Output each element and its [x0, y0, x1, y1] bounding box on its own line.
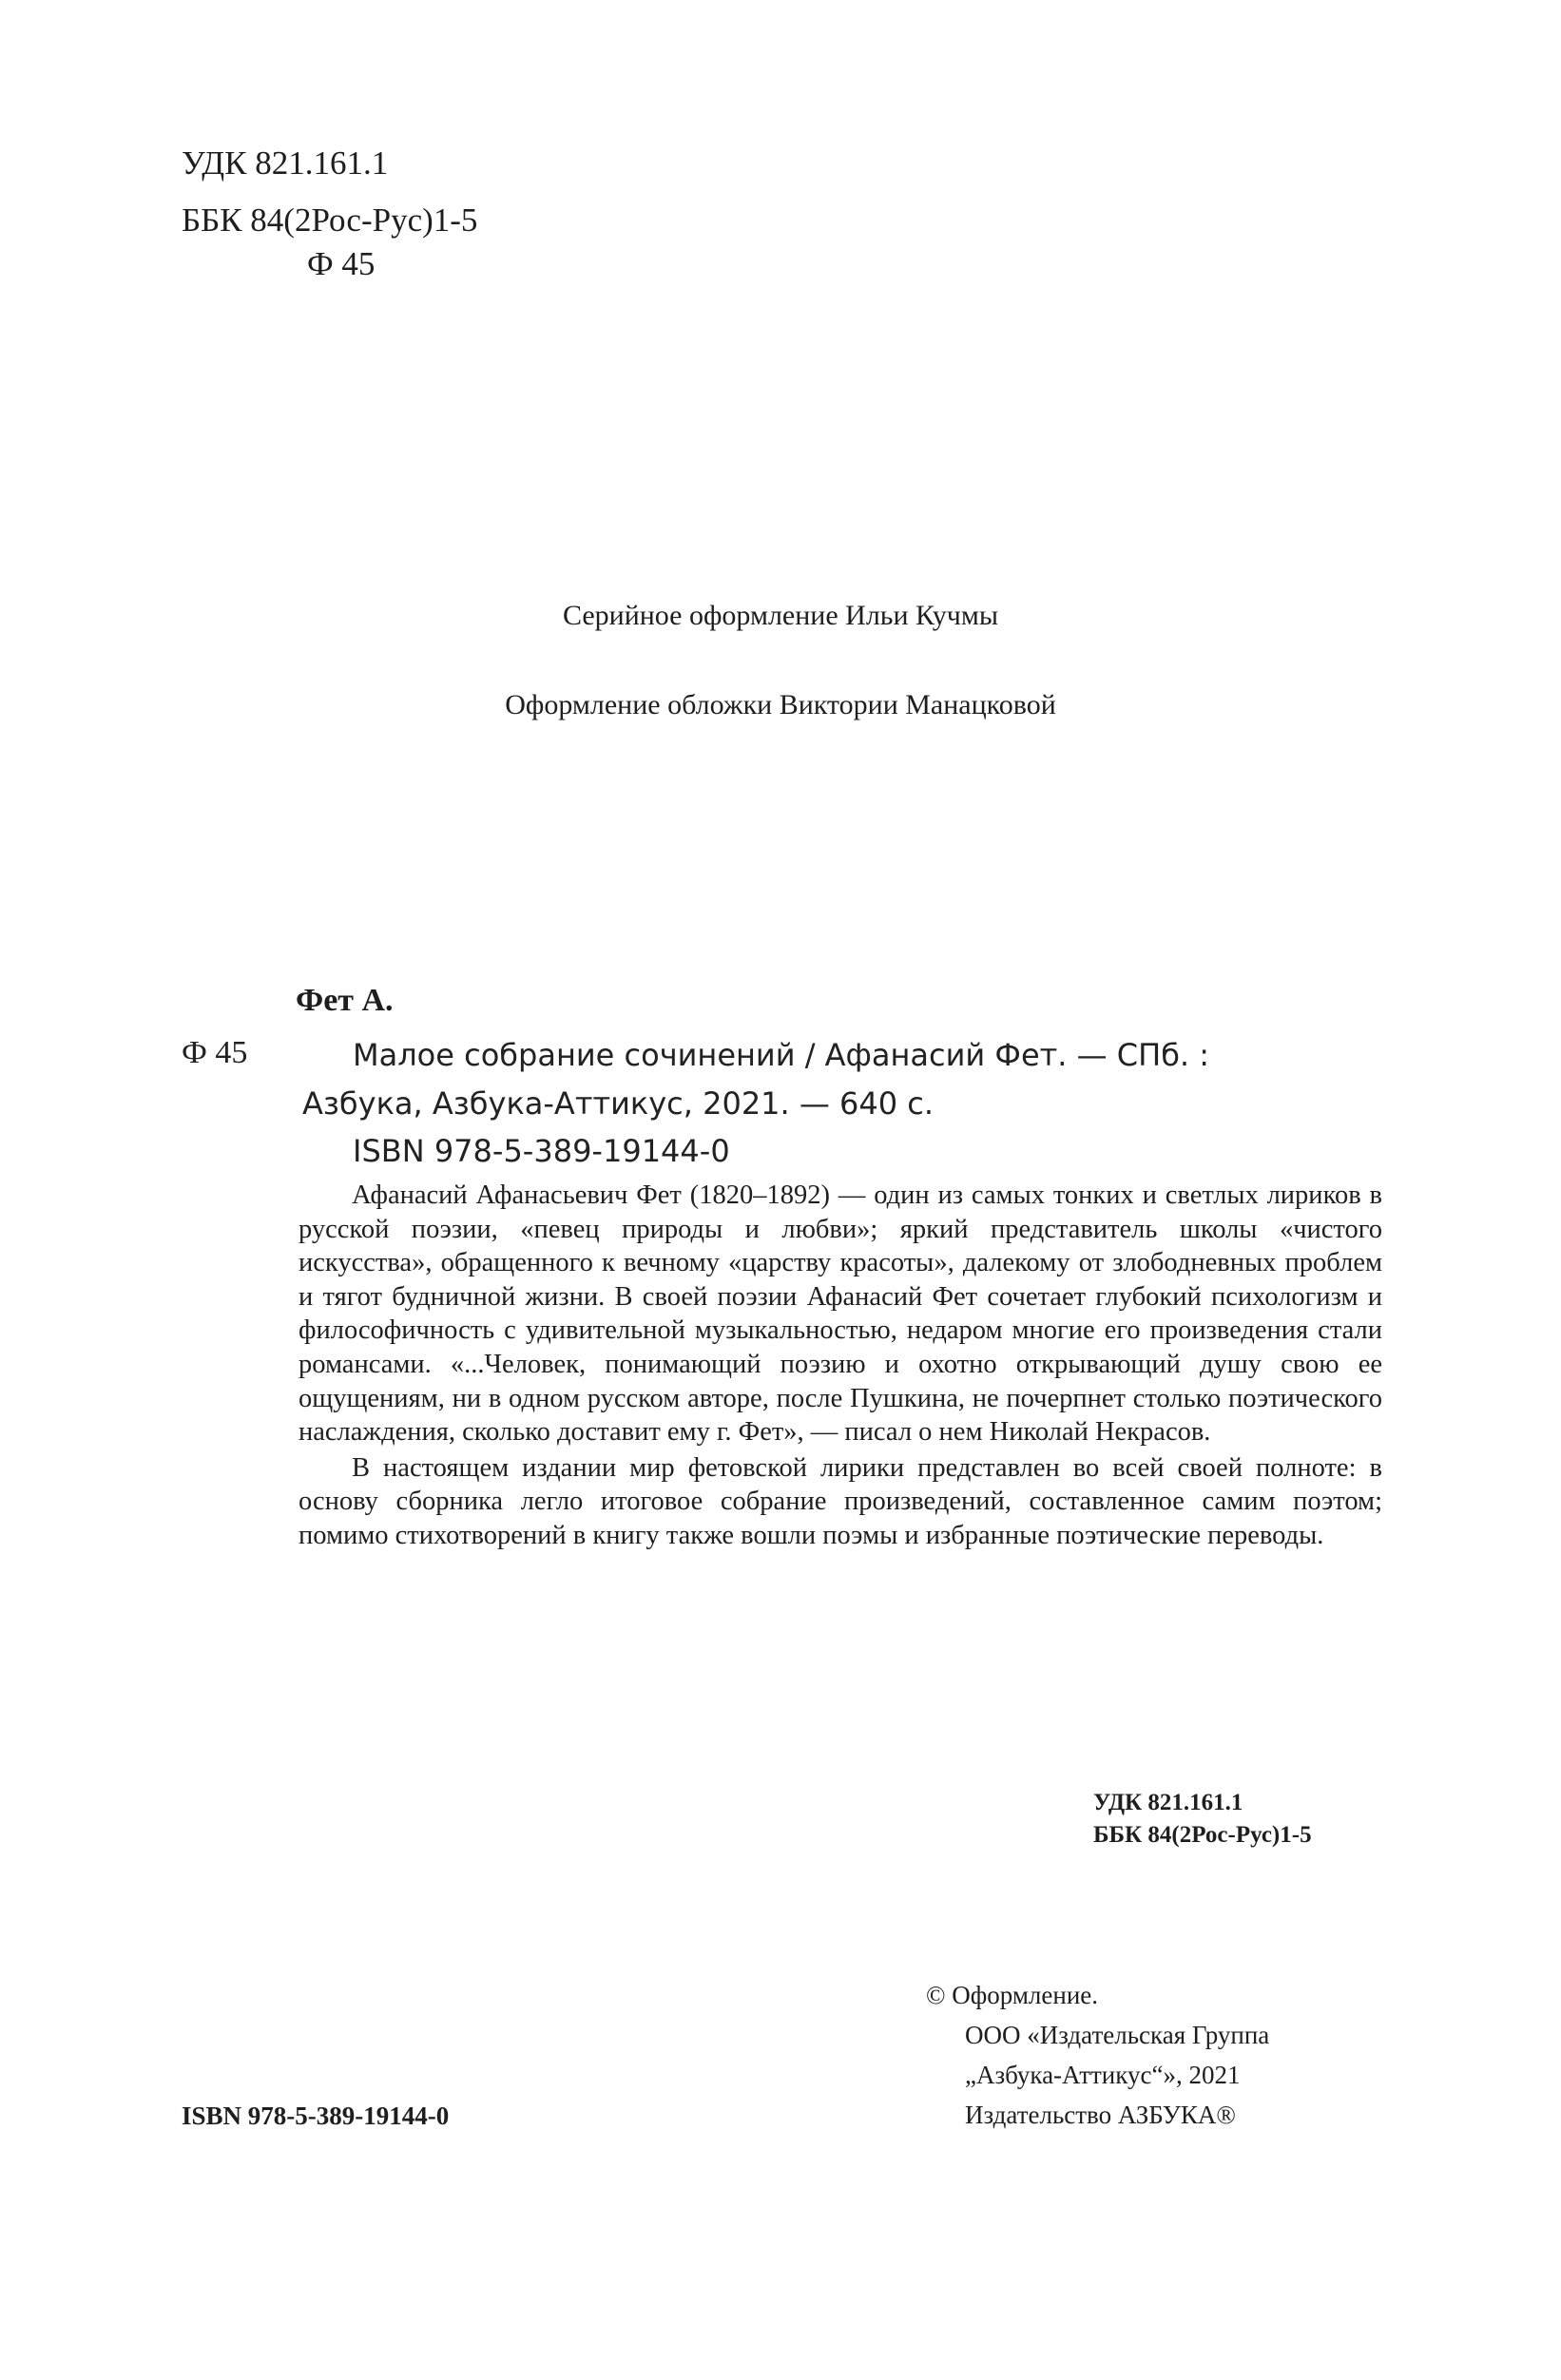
author-mark-entry: Ф 45: [182, 1035, 248, 1070]
abstract-paragraph-1: Афанасий Афанасьевич Фет (1820–1892) — один из самых тонких и светлых лириков в русской поэзии, «певец природы и любви»; яркий представитель школы «чистого искусства», обращенного к вечному «царству красоты», далекому от злободневных проблем и тягот будничной жизни. В своей поэзии Афанасий Фет сочетает глубокий психологизм и философичность с удивительной музыкальностью, недаром многие его произведения стали романсами. «...Человек, понимающий поэзию и охотно открывающий душу свою ее ощущениям, ни в одном русском авторе, после Пушкина, не почерпнет столько поэтического наслаждения, сколько доставит ему г. Фет», — писал о нем Николай Некрасов.: [299, 1180, 1382, 1448]
footer-udk: УДК 821.161.1: [1093, 1790, 1243, 1815]
copyright-line-1: © Оформление.: [926, 1981, 1099, 2009]
abstract-paragraph-2: В настоящем издании мир фетовской лирики представлен во всей своей полноте: в основу сборника легло итоговое собрание произведений, составленное самим поэтом; помимо стихотворений в книгу также вошли поэмы и избранные поэтические переводы.: [299, 1452, 1382, 1550]
book-author: Фет А.: [296, 983, 394, 1018]
isbn-entry: ISBN 978-5-389-19144-0: [353, 1133, 730, 1169]
copyright-line-2: ООО «Издательская Группа: [965, 2021, 1270, 2049]
copyright-line-4: Издательство АЗБУКА®: [965, 2101, 1236, 2129]
copyright-line-3: „Азбука-Аттикус“», 2021: [965, 2061, 1241, 2089]
author-mark: Ф 45: [307, 245, 376, 282]
book-title-line-2: Азбука, Азбука-Аттикус, 2021. — 640 с.: [302, 1085, 935, 1122]
footer-bbk: ББК 84(2Рос-Рус)1-5: [1093, 1822, 1312, 1848]
footer-isbn: ISBN 978-5-389-19144-0: [182, 2102, 450, 2130]
book-title-line-1: Малое собрание сочинений / Афанасий Фет. — СПб. :: [353, 1037, 1210, 1073]
udk-code: УДК 821.161.1: [182, 144, 389, 182]
cover-design-credit: Оформление обложки Виктории Манацковой: [505, 689, 1056, 720]
book-abstract: [299, 1179, 1382, 1553]
series-design-credit: Серийное оформление Ильи Кучмы: [562, 600, 999, 631]
bbk-code: ББК 84(2Рос-Рус)1-5: [182, 202, 478, 239]
